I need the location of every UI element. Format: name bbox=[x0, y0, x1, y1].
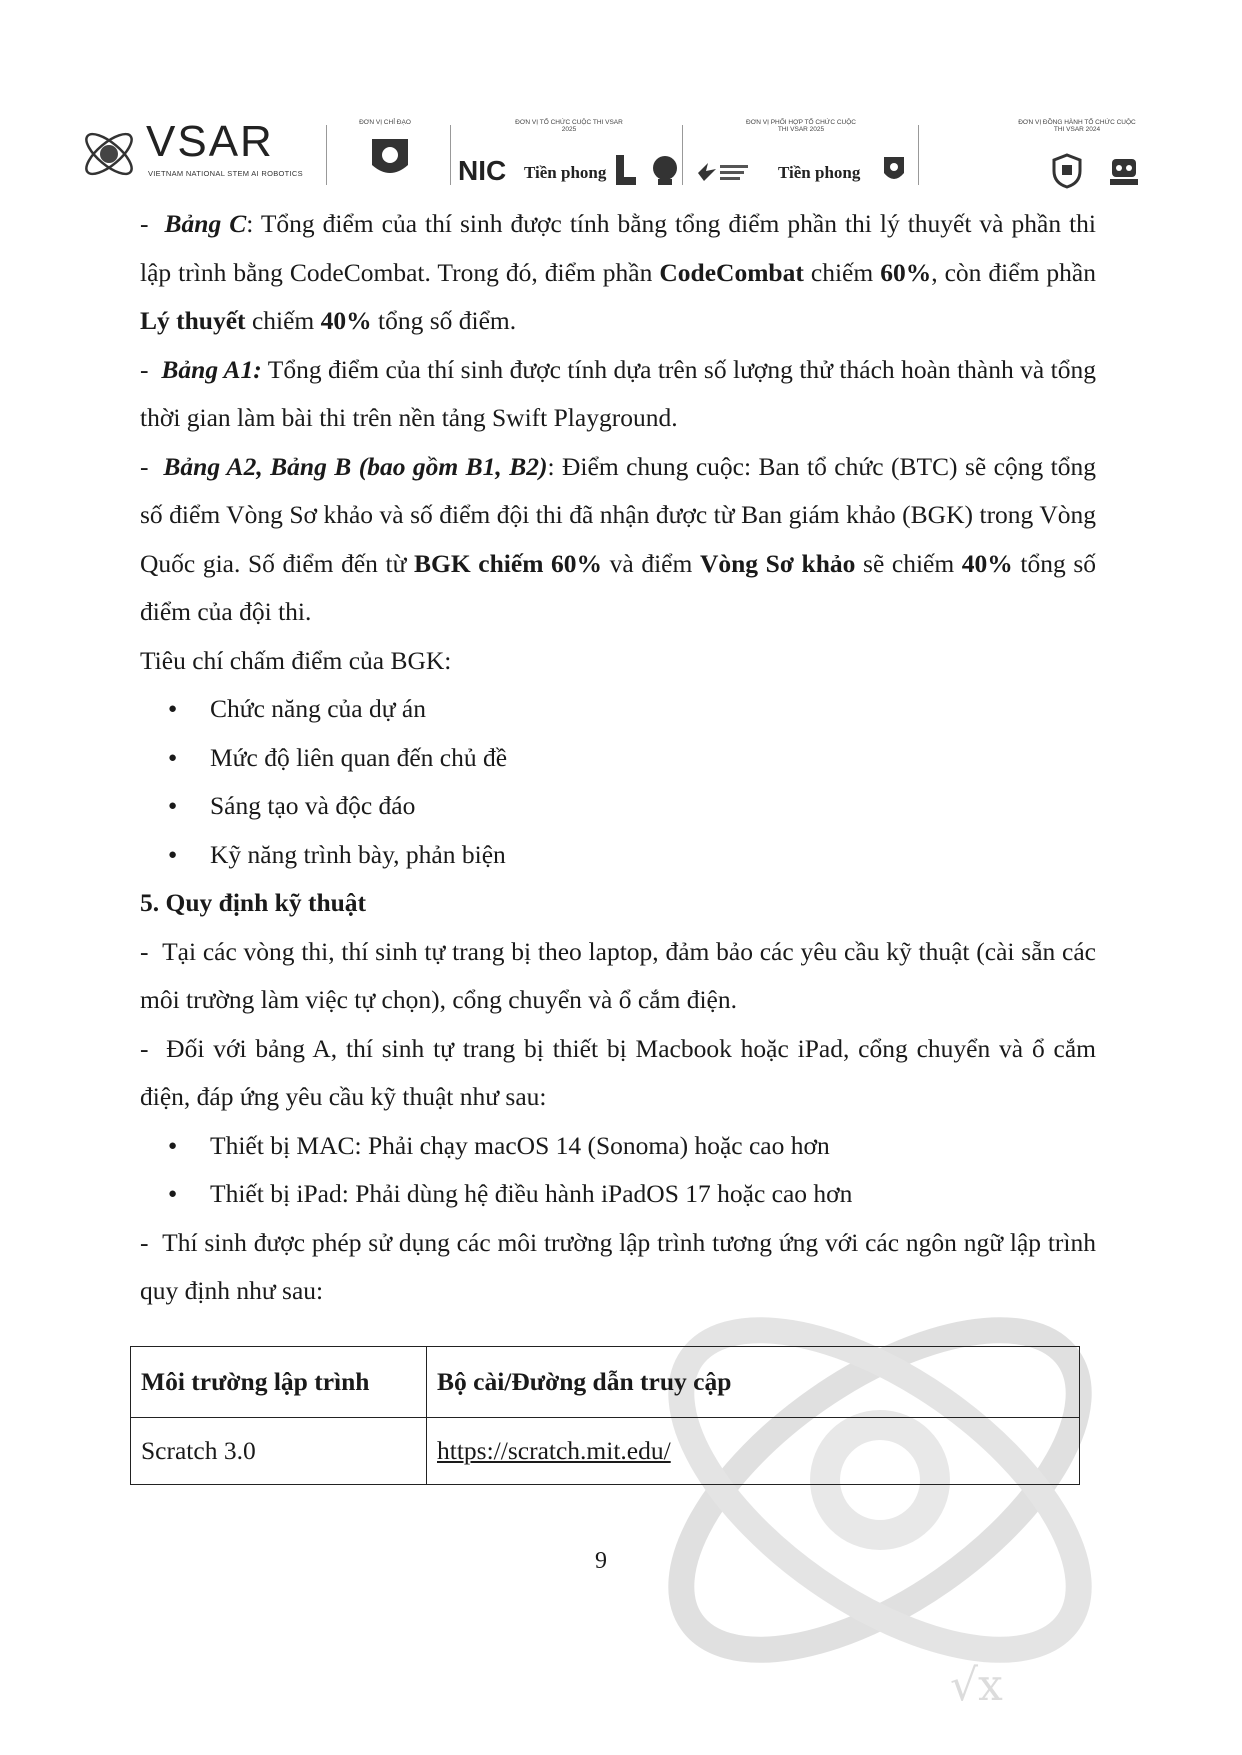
column-header-installer-link: Bộ cài/Đường dẫn truy cập bbox=[427, 1347, 1080, 1418]
youth-union-emblem-icon bbox=[368, 135, 412, 183]
list-item: ● Chức năng của dự án bbox=[140, 685, 1096, 734]
youth-union-emblem-icon bbox=[882, 155, 906, 185]
header-divider bbox=[918, 125, 919, 185]
startup-foundation-logo-icon bbox=[694, 159, 750, 183]
atom-icon bbox=[78, 123, 140, 185]
sponsor-to-chuc bbox=[454, 115, 674, 195]
caption-phoi-hop: ĐƠN VỊ PHỐI HỢP TỔ CHỨC CUỘC THI VSAR 2025 bbox=[746, 119, 856, 133]
header-divider bbox=[326, 125, 327, 185]
paragraph-environments: - Thí sinh được phép sử dụng các môi trường lập trình tương ứng với các ngôn ngữ lập trình quy định như sau: bbox=[140, 1227, 1096, 1305]
table-row bbox=[131, 1418, 1080, 1485]
criteria-title: Tiêu chí chấm điểm của BGK: bbox=[140, 645, 452, 675]
list-item: ● Kỹ năng trình bày, phản biện bbox=[140, 831, 1096, 880]
nic-logo: NIC bbox=[458, 155, 507, 186]
l-brand-logo-icon bbox=[614, 153, 638, 187]
bang-a2-b-label: Bảng A2, Bảng B (bao gồm B1, B2) bbox=[163, 451, 548, 481]
criteria-list bbox=[140, 685, 1096, 879]
section-heading: 5. Quy định kỹ thuật bbox=[140, 888, 367, 917]
paragraph-bang-a2-b: - Bảng A2, Bảng B (bao gồm B1, B2): Điểm chung cuộc: Ban tổ chức (BTC) sẽ cộng tổng số điểm Vòng Sơ khảo và số điểm đội thi đã nhận được từ Ban giám khảo (BGK) trong Vòng Quốc gia. Số điểm đến từ BGK chiếm 60% và điểm Vòng Sơ khảo sẽ chiếm 40% tổng số điểm của đội thi. bbox=[140, 451, 1096, 626]
list-item: ● Thiết bị iPad: Phải dùng hệ điều hành iPadOS 17 hoặc cao hơn bbox=[140, 1170, 1096, 1219]
caption-dong-hanh: ĐƠN VỊ ĐỒNG HÀNH TỔ CHỨC CUỘC THI VSAR 2024 bbox=[1018, 119, 1136, 133]
tienphong-logo: Tiền phong bbox=[778, 163, 861, 182]
svg-text:√x: √x bbox=[950, 1660, 1003, 1711]
vsar-tagline: VIETNAM NATIONAL STEM AI ROBOTICS bbox=[148, 169, 303, 178]
list-item: ● Sáng tạo và độc đáo bbox=[140, 782, 1096, 831]
header-logos bbox=[78, 115, 1178, 195]
shield-logo-icon bbox=[1052, 153, 1082, 189]
list-item: ● Thiết bị MAC: Phải chạy macOS 14 (Sonoma) hoặc cao hơn bbox=[140, 1122, 1096, 1171]
bang-a1-label: Bảng A1: bbox=[161, 354, 262, 384]
paragraph-bang-c: - Bảng C: Tổng điểm của thí sinh được tính bằng tổng điểm phần thi lý thuyết và phần thi lập trình bằng CodeCombat. Trong đó, điểm phần CodeCombat chiếm 60%, còn điểm phần Lý thuyết chiếm 40% tổng số điểm. bbox=[140, 209, 1096, 335]
sponsor-dong-hanh bbox=[922, 115, 1162, 195]
header-divider bbox=[450, 125, 451, 185]
table-header-row bbox=[131, 1347, 1080, 1418]
document-body bbox=[140, 200, 1096, 1316]
caption-to-chuc: ĐƠN VỊ TỔ CHỨC CUỘC THI VSAR 2025 bbox=[515, 119, 623, 133]
robot-logo-icon bbox=[1106, 153, 1142, 189]
vsar-logo bbox=[78, 115, 318, 195]
emblem-logo-icon bbox=[650, 153, 680, 187]
tienphong-logo: Tiền phong bbox=[524, 163, 607, 182]
scratch-link[interactable]: https://scratch.mit.edu/ bbox=[437, 1436, 671, 1465]
paragraph-bang-a-devices: - Đối với bảng A, thí sinh tự trang bị thiết bị Macbook hoặc iPad, cổng chuyển và ổ cắm điện, đáp ứng yêu cầu kỹ thuật như sau: bbox=[140, 1033, 1096, 1111]
sponsor-chi-dao bbox=[330, 115, 450, 195]
caption-chi-dao: ĐƠN VỊ CHỈ ĐẠO bbox=[359, 119, 411, 126]
list-item: ● Mức độ liên quan đến chủ đề bbox=[140, 734, 1096, 783]
cell-environment: Scratch 3.0 bbox=[131, 1418, 427, 1485]
device-list bbox=[140, 1122, 1096, 1219]
column-header-environment: Môi trường lập trình bbox=[131, 1347, 427, 1418]
vsar-wordmark: VSAR bbox=[146, 117, 274, 166]
paragraph-laptop: - Tại các vòng thi, thí sinh tự trang bị theo laptop, đảm bảo các yêu cầu kỹ thuật (cài sẵn các môi trường làm việc tự chọn), cổng chuyển và ổ cắm điện. bbox=[140, 936, 1096, 1014]
page-number: 9 bbox=[595, 1548, 607, 1574]
sponsor-phoi-hop bbox=[686, 115, 911, 195]
bang-c-label: Bảng C bbox=[164, 209, 247, 238]
cell-link bbox=[427, 1418, 1080, 1485]
paragraph-bang-a1: - Bảng A1: Tổng điểm của thí sinh được tính dựa trên số lượng thử thách hoàn thành và tổng thời gian làm bài thi trên nền tảng Swift Playground. bbox=[140, 354, 1097, 432]
environments-table bbox=[130, 1346, 1080, 1485]
header-divider bbox=[682, 125, 683, 185]
